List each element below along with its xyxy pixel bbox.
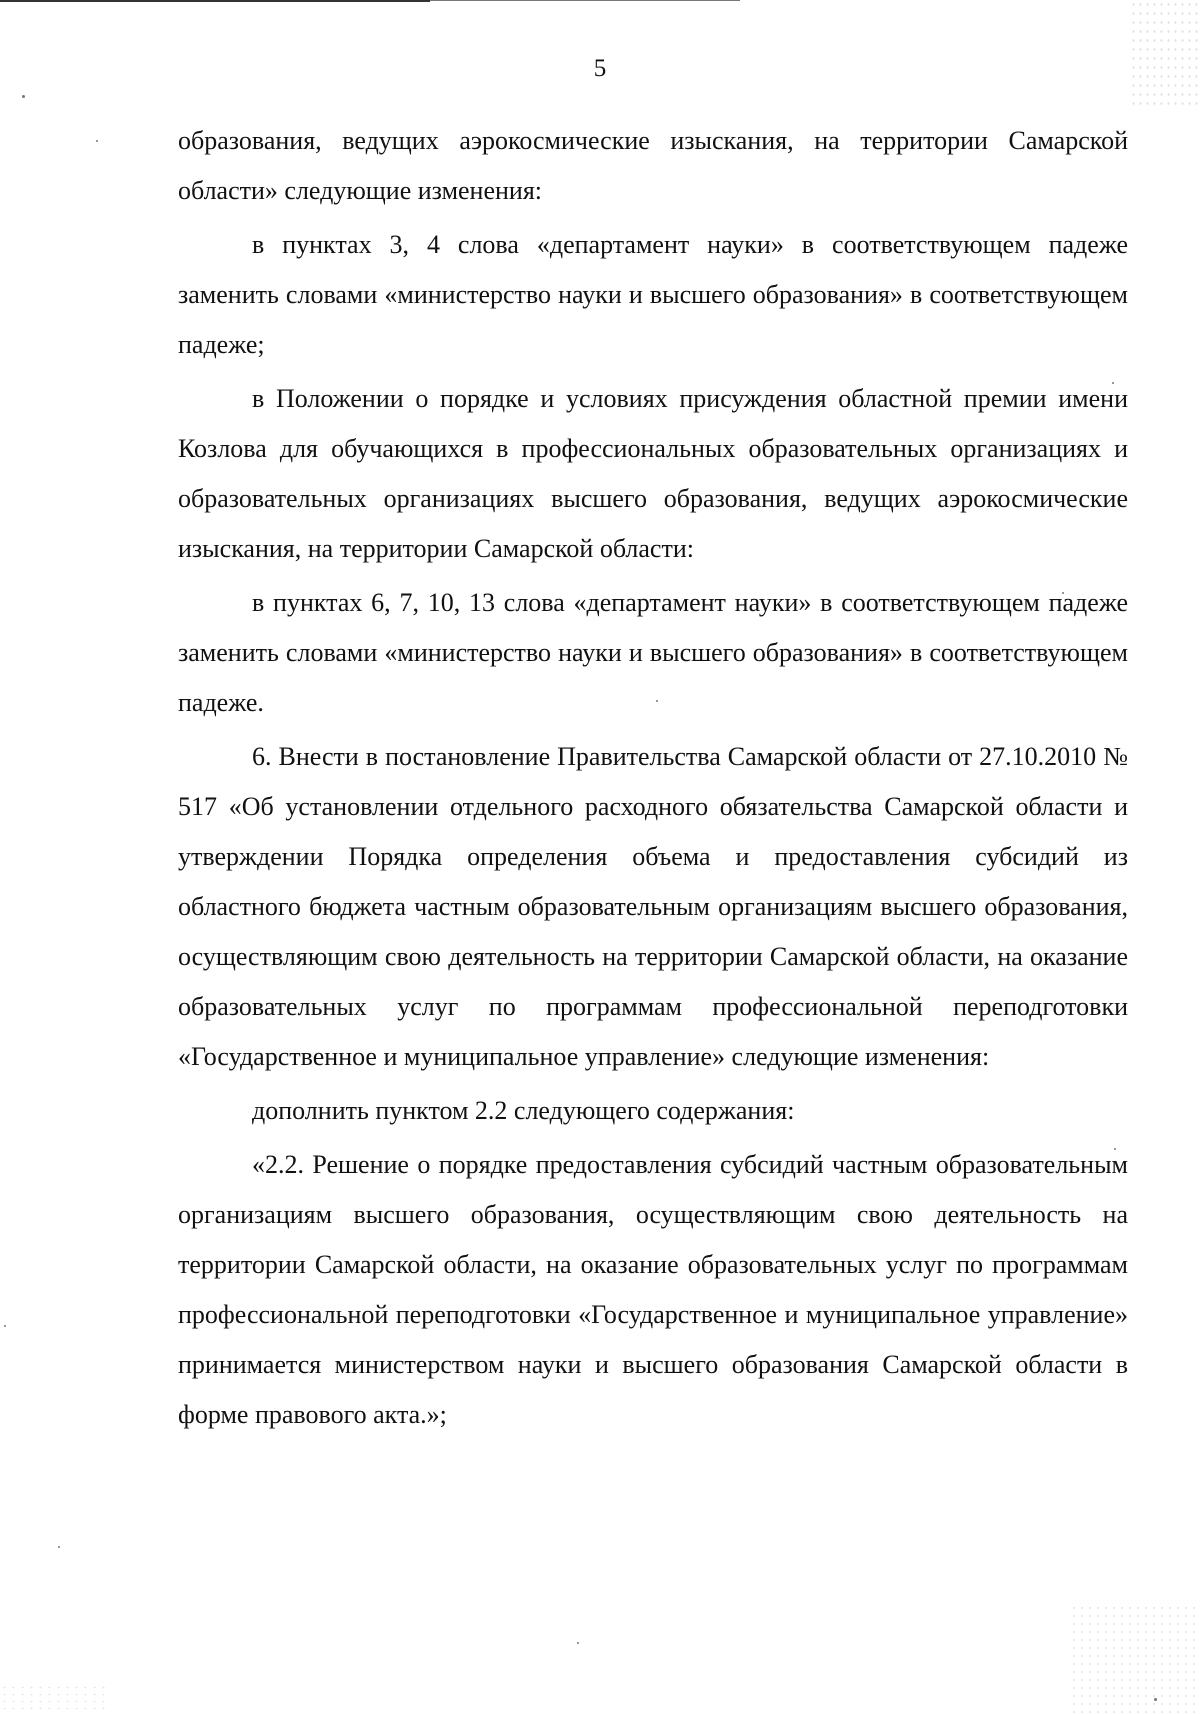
paragraph-points-3-4: в пунктах 3, 4 слова «департамент науки» в соответствующем падеже заменить словами «министерство науки и высшего образования» в соответствующем падеже;	[178, 230, 1128, 359]
page-number: 5	[593, 55, 607, 82]
scan-noise-bottom-left	[0, 1684, 110, 1714]
scan-edge-line	[0, 0, 430, 2]
scan-edge-line-faint	[430, 0, 740, 1]
scan-speck	[96, 140, 98, 142]
scan-speck	[1154, 1698, 1157, 1701]
paragraph-regulation-kozlov-prize: в Положении о порядке и условиях присуждения областной премии имени Козлова для обучающихся в профессиональных образовательных организациях и образовательных организациях высшего образования, ведущих аэрокосмические изыскания, на территории Самарской области:	[178, 384, 1128, 563]
paragraph-add-point-2-2: дополнить пунктом 2.2 следующего содержания:	[252, 1096, 795, 1125]
paragraph-points-6-7-10-13: в пунктах 6, 7, 10, 13 слова «департамент науки» в соответствующем падеже заменить словами «министерство науки и высшего образования» в соответствующем падеже.	[178, 588, 1128, 717]
paragraph-continuation: образования, ведущих аэрокосмические изыскания, на территории Самарской области» следующие изменения:	[178, 126, 1128, 205]
paragraph-point-2-2-text: «2.2. Решение о порядке предоставления субсидий частным образовательным организациям высшего образования, осуществляющим свою деятельность на территории Самарской области, на оказание образовательных услуг по программам профессиональной переподготовки «Государственное и муниципальное управление» принимается министерством науки и высшего образования Самарской области в форме правового акта.»;	[178, 1150, 1128, 1429]
scan-speck	[577, 1642, 579, 1644]
document-body	[178, 116, 1128, 1444]
scan-speck	[22, 95, 25, 98]
scan-speck	[58, 1546, 60, 1548]
scan-noise-bottom-right	[1070, 1604, 1200, 1714]
scan-speck	[4, 1325, 6, 1327]
paragraph-item-6: 6. Внести в постановление Правительства Самарской области от 27.10.2010 № 517 «Об установлении отдельного расходного обязательства Самарской области и утверждении Порядка определения объема и предоставления субсидий из областного бюджета частным образовательным организациям высшего образования, осуществляющим свою деятельность на территории Самарской области, на оказание образовательных услуг по программам профессиональной переподготовки «Государственное и муниципальное управление» следующие изменения:	[178, 742, 1128, 1071]
